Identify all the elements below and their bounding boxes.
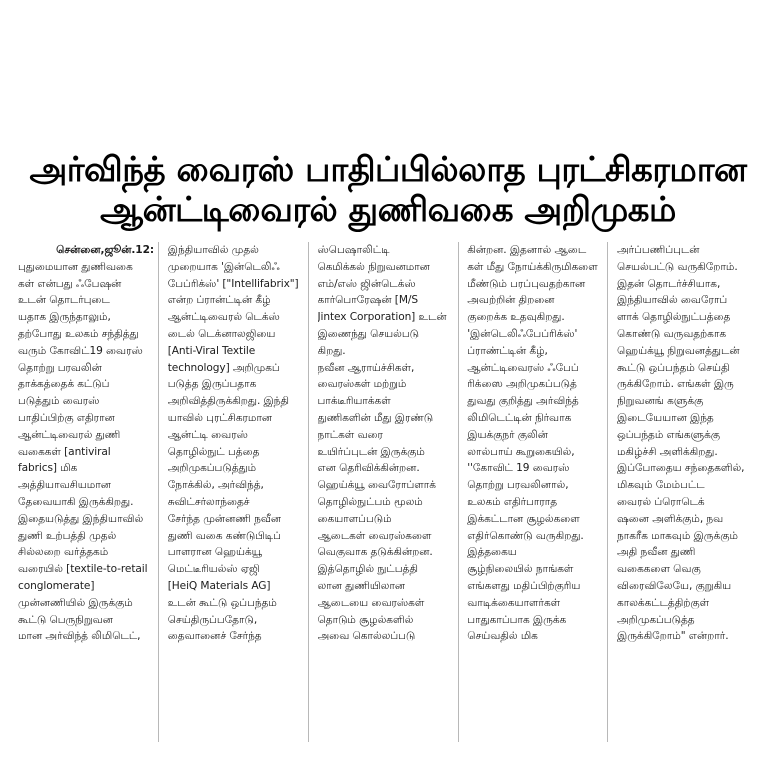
article-text-line: இதையடுத்து இந்தியாவில் — [18, 512, 144, 525]
article-text-line: ஆன்ட்டிவைரல் டெக்ஸ் — [167, 311, 280, 324]
article-text-line: மான அர்விந்த் லிமிடெட், — [18, 630, 141, 643]
article-column-2 — [168, 242, 309, 742]
article-text-line: விரைவிலேயே, குறுகிய — [617, 579, 732, 592]
article-text-line: ஆன்ட்டிவைரஸ் ஃபேப் — [467, 361, 579, 374]
article-text-line: முன்னணியில் இருக்கும் — [18, 596, 133, 609]
article-text-line: படுத்தும் வைரஸ் — [18, 395, 100, 408]
article-text-line: பேப்ரிக்ஸ்' ["Intellifabrix"] — [167, 277, 299, 290]
article-text-line: சூழ்நிலையில் நாங்கள் — [467, 563, 574, 576]
article-text-line: முறையாக 'இன்டெலிஃ — [167, 260, 280, 273]
article-text-line: ஆடைகள் வைரஸ்களை — [317, 529, 432, 542]
article-text-line: எதிர்கொண்டு வருகிறது. — [467, 529, 584, 542]
article-text-line: பாதிப்பிற்கு எதிரான — [18, 411, 115, 424]
article-text-line: உடன் கூட்டு ஒப்பந்தம் — [167, 596, 277, 609]
article-column-4 — [467, 242, 608, 742]
article-text-line: ஒப்பந்தம் எங்களுக்கு — [617, 428, 721, 441]
article-text-line: துணி வகை கண்டுபிடிப் — [167, 529, 281, 542]
article-text-line: அறிமுகப்படுத்த — [617, 613, 695, 626]
article-text-line: ''கோவிட் 19 வைரஸ் — [467, 462, 570, 475]
article-text-line: ளாக் தொழில்நுட்பத்தை — [617, 311, 731, 324]
article-text-line: என தெரிவிக்கின்றன. — [317, 462, 420, 475]
article-text-line: வகைகள் [antiviral — [18, 445, 111, 458]
article-text-line: சுவிட்சர்லாந்தைச் — [167, 495, 250, 508]
article-text-line: கூட்டு பெருநிறுவன — [18, 613, 113, 626]
article-text-line: யாவில் புரட்சிகரமான — [167, 411, 273, 424]
article-text-line: துவது குறித்து அர்விந்த் — [467, 395, 579, 408]
article-text-line: இருக்கிறோம்" என்றார். — [617, 630, 729, 643]
article-text-line: அறிவித்திருக்கிறது. இந்தி — [167, 395, 289, 408]
article-text-line: நவீன ஆராய்ச்சிகள், — [317, 361, 415, 374]
article-text-line: இயக்குநர் குலின் — [467, 428, 548, 441]
article-text-line: இந்தியாவில் வைரோப் — [617, 294, 728, 307]
article-text-line: நாட்கள் வரை — [317, 428, 383, 441]
article-text-line: ருக்கிறோம். எங்கள் இரு — [617, 378, 734, 391]
article-text-line: fabrics] மிக — [18, 462, 78, 475]
article-text-line: வகைகளை வெகு — [617, 563, 701, 576]
article-text-line: மீண்டும் பரப்புவதற்கான — [467, 277, 586, 290]
article-text-line: conglomerate] — [18, 579, 95, 592]
article-text-line: காலக்கட்டத்திற்குள் — [617, 596, 710, 609]
article-text-line: செய்வதில் மிக — [467, 630, 538, 643]
article-text-line: இடையேயான இந்த — [617, 411, 714, 424]
article-column-5 — [617, 242, 758, 742]
article-text-line: ப்ராண்ட்டின் கீழ், — [467, 344, 548, 357]
article-text-line: தேவையாகி இருக்கிறது. — [18, 495, 134, 508]
article-text-line: ஹெய்க்யூ நிறுவனத்துடன் — [617, 344, 740, 357]
article-text-line: இக்கட்டான சூழல்களை — [467, 512, 580, 525]
article-text-line: புதுமையான துணிவகை — [18, 260, 133, 273]
article-text-line: ஸ்பெஷாலிட்டி — [317, 244, 390, 256]
article-text-line: எங்களது மதிப்பிற்குரிய — [467, 579, 581, 592]
article-text-line: டைல் டெக்னாலஜியை — [167, 327, 276, 340]
article-text-line: தொழில்நுட்பம் மூலம் — [317, 495, 423, 508]
article-text-line: இதன் தொடர்ச்சியாக, — [617, 277, 721, 290]
article-text-line: இத்தகைய — [467, 546, 517, 559]
article-text-line: கார்பொரேஷன் [M/S — [317, 294, 418, 307]
article-text-line: மெட்டீரியல்ஸ் ஏஜி — [167, 563, 260, 576]
article-text-line: Jintex Corporation] உடன் — [317, 311, 447, 324]
article-text-line: கள் என்பது ஃபேஷன் — [18, 277, 122, 290]
article-text-line: லான துணியிலான — [317, 579, 406, 592]
headline-line-2: ஆன்ட்டிவைரல் துணிவகை அறிமுகம் — [100, 190, 676, 230]
article-text-line: உடன் தொடர்புடை — [18, 294, 110, 307]
article-text-line: துணி உற்பத்தி முதல் — [18, 529, 117, 542]
article-text-line: இந்தியாவில் முதல் — [167, 244, 259, 256]
article-text-line: [HeiQ Materials AG] — [167, 579, 271, 592]
article-text-line: வெகுவாக தடுக்கின்றன. — [317, 546, 433, 559]
article-text-line: தொற்று பரவலின் — [18, 361, 102, 374]
article-text-line: இணைந்து செயல்படு — [317, 327, 419, 340]
article-text-line: வாடிக்கையாளர்கள் — [467, 596, 561, 609]
article-text-line: இப்போதைய சந்தைகளில், — [617, 462, 745, 475]
article-text-line: சில்லறை வர்த்தகம் — [18, 546, 109, 559]
article-text-line: என்ற ப்ரான்ட்டின் கீழ் — [167, 294, 271, 307]
article-text-line: வைரஸ்கள் மற்றும் — [317, 378, 407, 391]
article-text-line: செயல்பட்டு வருகிறோம். — [617, 260, 738, 273]
newspaper-clipping — [18, 150, 758, 750]
article-text-line: technology] அறிமுகப் — [167, 361, 280, 374]
article-text-line: உயிர்ப்புடன் இருக்கும் — [317, 445, 425, 458]
article-text-line: ஆடையை வைரஸ்கள் — [317, 596, 425, 609]
article-columns — [18, 242, 758, 742]
article-text-line: எம்/எஸ் ஜின்டெக்ஸ் — [317, 277, 416, 290]
article-text-line: வைரல் ப்ரொடெக் — [617, 495, 705, 508]
article-text-line: இத்தொழில் நுட்பத்தி — [317, 563, 418, 576]
article-text-line: ஹெய்க்யூ வைரோப்ளாக் — [317, 479, 436, 492]
article-text-line: குறைக்க உதவுகிறது. — [467, 311, 565, 324]
article-text-line: 'இன்டெலிஃபேப்ரிக்ஸ்' — [467, 327, 578, 340]
article-text-line: பாக்டீரியாக்கள் — [317, 395, 391, 408]
article-text-line: ஷனை அளிக்கும், நவ — [617, 512, 724, 525]
article-text-line: கள் மீது நோய்க்கிருமிகளை — [467, 260, 598, 273]
article-text-line: படுத்த இருப்பதாக — [167, 378, 257, 391]
article-text-line: கிறது. — [317, 344, 346, 357]
article-text-line: மிகவும் மேம்பட்ட — [617, 479, 705, 492]
article-text-line: வரும் கோவிட்19 வைரஸ் — [18, 344, 143, 357]
article-text-line: மகிழ்ச்சி அளிக்கிறது. — [617, 445, 718, 458]
article-column-3 — [318, 242, 459, 742]
article-text-line: அறிமுகப்படுத்தும் — [167, 462, 257, 475]
article-text-line: அதி நவீன துணி — [617, 546, 696, 559]
article-text-line: நிறுவனங் களுக்கு — [617, 395, 704, 408]
article-text-line: அர்ப்பணிப்புடன் — [617, 244, 700, 256]
article-text-line: [Anti-Viral Textile — [167, 344, 256, 357]
article-text-line: லால்பாய் கூறுகையில், — [467, 445, 575, 458]
article-text-line: ஆன்ட்டி வைரஸ் — [167, 428, 248, 441]
article-text-line: தைவானைச் சேர்ந்த — [167, 630, 262, 643]
article-text-line: கூட்டு ஒப்பந்தம் செய்தி — [617, 361, 730, 374]
article-text-line: தொற்று பரவலினால், — [467, 479, 569, 492]
article-text-line: கையாளப்படும் — [317, 512, 392, 525]
article-text-line: தொடும் சூழல்களில் — [317, 613, 414, 626]
article-text-line: யதாக இருந்தாலும், — [18, 311, 111, 324]
article-text-line: செய்திருப்பதோடு, — [167, 613, 258, 626]
article-text-line: துணிகளின் மீது இரண்டு — [317, 411, 434, 424]
article-text-line: உலகம் எதிர்பாராத — [467, 495, 558, 508]
article-text-line: அவற்றின் திறனை — [467, 294, 555, 307]
article-text-line: நோக்கில், அர்விந்த், — [167, 479, 264, 492]
article-text-line: பாளரான ஹெய்க்யூ — [167, 546, 263, 559]
article-text-line: ரிக்ஸை அறிமுகப்படுத் — [467, 378, 577, 391]
headline — [18, 150, 758, 230]
dateline: சென்னை,ஜூன்.12: — [56, 244, 154, 256]
article-text-line: தொழில்நுட் பத்தை — [167, 445, 260, 458]
article-text-line: அத்தியாவசியமான — [18, 479, 111, 492]
article-text-line: பாதுகாப்பாக இருக்க — [467, 613, 567, 626]
article-text-line: நாகரீக மாகவும் இருக்கும் — [617, 529, 738, 542]
article-text-line: லிமிடெட்டின் நிர்வாக — [467, 411, 572, 424]
article-text-line: சேர்ந்த முன்னணி நவீன — [167, 512, 282, 525]
article-text-line: ஆன்ட்டிவைரல் துணி — [18, 428, 121, 441]
article-text-line: அவை கொல்லப்படு — [317, 630, 416, 643]
article-text-line: கின்றன. இதனால் ஆடை — [467, 244, 587, 256]
article-text-line: கொண்டு வருவதற்காக — [617, 327, 727, 340]
headline-line-1: அர்விந்த் வைரஸ் பாதிப்பில்லாத புரட்சிகரமான — [29, 150, 747, 190]
article-column-1 — [18, 242, 159, 742]
article-text-line: தற்போது உலகம் சந்தித்து — [18, 327, 139, 340]
article-text-line: தாக்கத்தைக் கட்டுப் — [18, 378, 110, 391]
article-text-line: வரையில் [textile-to-retail — [18, 563, 148, 576]
article-text-line: கெமிக்கல் நிறுவனமான — [317, 260, 430, 273]
